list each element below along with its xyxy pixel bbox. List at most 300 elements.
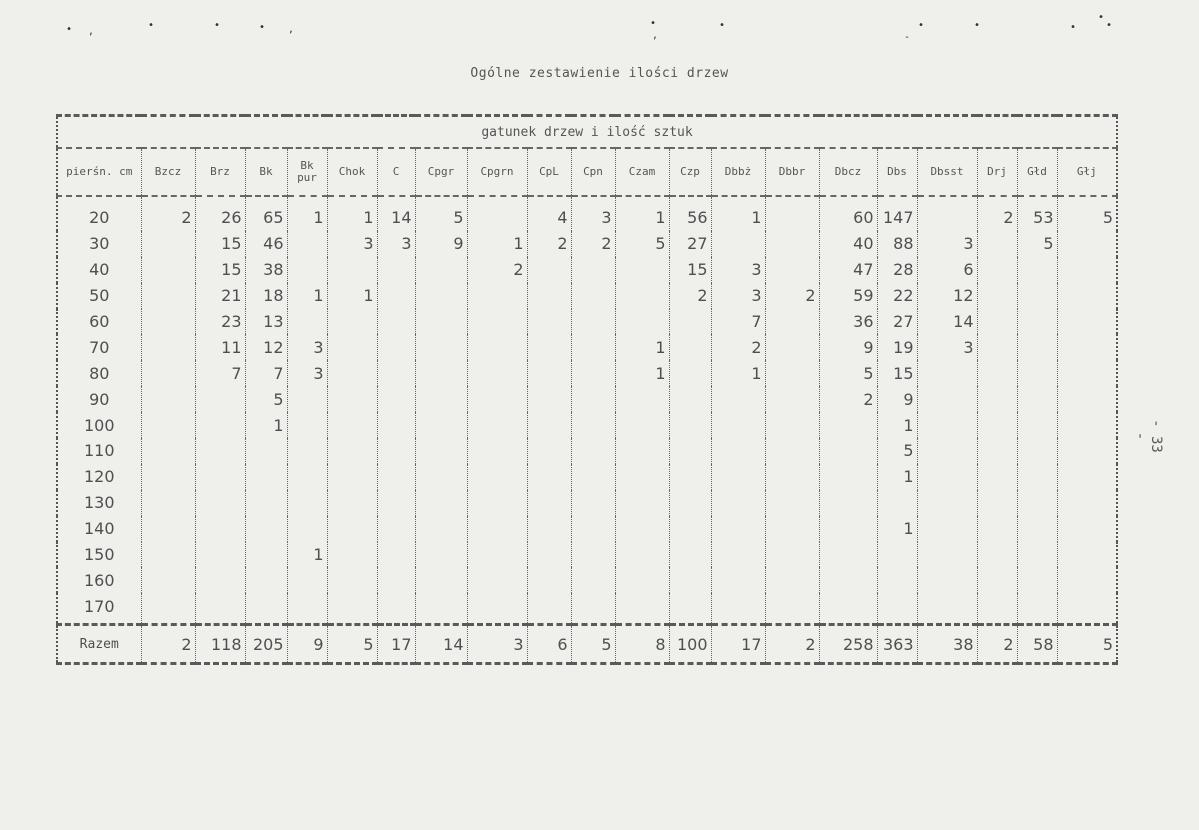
count-cell (527, 283, 571, 309)
count-cell: 147 (877, 196, 917, 231)
count-cell (977, 360, 1017, 386)
table-row (57, 196, 1117, 231)
total-row (57, 625, 1117, 664)
count-cell (377, 490, 415, 516)
count-cell (615, 516, 669, 542)
total-cell: 100 (669, 625, 711, 664)
count-cell (287, 386, 327, 412)
count-cell: 14 (917, 309, 977, 335)
count-cell (141, 412, 195, 438)
count-cell (287, 516, 327, 542)
count-cell: 59 (819, 283, 877, 309)
count-cell (415, 516, 467, 542)
count-cell (917, 516, 977, 542)
count-cell (819, 593, 877, 624)
count-cell (765, 386, 819, 412)
count-cell (415, 464, 467, 490)
count-cell: 36 (819, 309, 877, 335)
species-header: Cpgr (415, 148, 467, 196)
total-cell: 5 (327, 625, 377, 664)
table-row (57, 231, 1117, 257)
total-cell: 9 (287, 625, 327, 664)
count-cell: 27 (669, 231, 711, 257)
count-cell: 2 (141, 196, 195, 231)
count-cell (467, 542, 527, 568)
count-cell: 18 (245, 283, 287, 309)
total-cell: 205 (245, 625, 287, 664)
count-cell (1017, 386, 1057, 412)
diameter-cell: 20 (57, 196, 141, 231)
count-cell (327, 360, 377, 386)
count-cell (327, 516, 377, 542)
count-cell (327, 567, 377, 593)
count-cell (711, 464, 765, 490)
count-cell (141, 231, 195, 257)
count-cell (377, 438, 415, 464)
diameter-header: pierśn. cm (57, 148, 141, 196)
count-cell (917, 464, 977, 490)
count-cell (765, 567, 819, 593)
count-cell (1017, 516, 1057, 542)
species-header: Cpn (571, 148, 615, 196)
count-cell (977, 257, 1017, 283)
count-cell (415, 386, 467, 412)
count-cell (1017, 334, 1057, 360)
count-cell (1057, 386, 1117, 412)
count-cell (711, 593, 765, 624)
count-cell (245, 490, 287, 516)
count-cell: 9 (877, 386, 917, 412)
diameter-cell: 130 (57, 490, 141, 516)
count-cell: 5 (819, 360, 877, 386)
count-cell (327, 309, 377, 335)
species-header: Czam (615, 148, 669, 196)
count-cell (141, 490, 195, 516)
count-cell (819, 567, 877, 593)
count-cell: 2 (711, 334, 765, 360)
count-cell: 1 (287, 283, 327, 309)
count-cell (669, 309, 711, 335)
count-cell (1057, 542, 1117, 568)
count-cell (917, 412, 977, 438)
count-cell (415, 309, 467, 335)
diameter-cell: 170 (57, 593, 141, 624)
count-cell (711, 542, 765, 568)
count-cell (527, 593, 571, 624)
count-cell (141, 593, 195, 624)
total-cell: 363 (877, 625, 917, 664)
count-cell (415, 490, 467, 516)
count-cell (415, 257, 467, 283)
count-cell (1017, 309, 1057, 335)
total-cell: 118 (195, 625, 245, 664)
count-cell (571, 360, 615, 386)
total-cell: 17 (377, 625, 415, 664)
count-cell (141, 309, 195, 335)
count-cell: 12 (917, 283, 977, 309)
table-row (57, 412, 1117, 438)
count-cell (917, 593, 977, 624)
count-cell (615, 593, 669, 624)
count-cell (669, 464, 711, 490)
species-header: Bk pur (287, 148, 327, 196)
count-cell (571, 593, 615, 624)
count-cell (977, 567, 1017, 593)
count-cell (877, 567, 917, 593)
count-cell: 3 (287, 360, 327, 386)
count-cell: 60 (819, 196, 877, 231)
count-cell: 1 (615, 334, 669, 360)
count-cell: 22 (877, 283, 917, 309)
count-cell: 26 (195, 196, 245, 231)
count-cell (615, 257, 669, 283)
count-cell (819, 438, 877, 464)
count-cell (765, 196, 819, 231)
count-cell: 1 (615, 196, 669, 231)
table-row (57, 360, 1117, 386)
count-cell (977, 231, 1017, 257)
species-header: Dbbż (711, 148, 765, 196)
count-cell (765, 464, 819, 490)
count-cell (1057, 567, 1117, 593)
count-cell (1057, 464, 1117, 490)
count-cell: 19 (877, 334, 917, 360)
count-cell: 1 (877, 516, 917, 542)
count-cell (141, 464, 195, 490)
table-row (57, 257, 1117, 283)
count-cell (415, 567, 467, 593)
count-cell (571, 257, 615, 283)
count-cell (195, 464, 245, 490)
count-cell (287, 257, 327, 283)
count-cell (1057, 334, 1117, 360)
count-cell: 3 (711, 257, 765, 283)
count-cell: 3 (571, 196, 615, 231)
table-row (57, 593, 1117, 624)
total-cell: 58 (1017, 625, 1057, 664)
count-cell (615, 386, 669, 412)
count-cell (195, 516, 245, 542)
species-header: Chok (327, 148, 377, 196)
total-cell: 3 (467, 625, 527, 664)
count-cell (527, 386, 571, 412)
species-header: Dbs (877, 148, 917, 196)
species-group-header: gatunek drzew i ilość sztuk (57, 116, 1117, 149)
count-cell (287, 438, 327, 464)
count-cell (615, 412, 669, 438)
count-cell (917, 196, 977, 231)
count-cell: 1 (467, 231, 527, 257)
count-cell (527, 542, 571, 568)
count-cell: 1 (245, 412, 287, 438)
count-cell (1017, 257, 1057, 283)
count-cell (377, 593, 415, 624)
count-cell (571, 567, 615, 593)
count-cell (245, 593, 287, 624)
count-cell (287, 567, 327, 593)
count-cell (977, 386, 1017, 412)
count-cell (327, 542, 377, 568)
count-cell (141, 386, 195, 412)
count-cell: 1 (711, 196, 765, 231)
count-cell (195, 438, 245, 464)
count-cell (977, 464, 1017, 490)
count-cell: 5 (615, 231, 669, 257)
count-cell (195, 412, 245, 438)
count-cell (415, 334, 467, 360)
count-cell (765, 438, 819, 464)
count-cell (527, 412, 571, 438)
count-cell: 5 (1017, 231, 1057, 257)
count-cell (327, 490, 377, 516)
count-cell (415, 542, 467, 568)
count-cell (977, 542, 1017, 568)
count-cell (527, 490, 571, 516)
count-cell (1017, 464, 1057, 490)
count-cell (377, 464, 415, 490)
count-cell (615, 567, 669, 593)
count-cell: 2 (669, 283, 711, 309)
count-cell: 4 (527, 196, 571, 231)
count-cell (1017, 412, 1057, 438)
count-cell (467, 386, 527, 412)
count-cell (467, 360, 527, 386)
diameter-cell: 90 (57, 386, 141, 412)
count-cell: 28 (877, 257, 917, 283)
count-cell: 3 (711, 283, 765, 309)
count-cell (669, 438, 711, 464)
count-cell (765, 334, 819, 360)
count-cell (1057, 257, 1117, 283)
total-cell: 38 (917, 625, 977, 664)
count-cell (287, 231, 327, 257)
count-cell (327, 386, 377, 412)
count-cell (571, 334, 615, 360)
count-cell: 14 (377, 196, 415, 231)
count-cell (1017, 542, 1057, 568)
count-cell (245, 542, 287, 568)
table-row (57, 334, 1117, 360)
count-cell (669, 360, 711, 386)
species-header: Brz (195, 148, 245, 196)
count-cell (415, 412, 467, 438)
count-cell (711, 438, 765, 464)
diameter-cell: 140 (57, 516, 141, 542)
count-cell (711, 516, 765, 542)
diameter-cell: 40 (57, 257, 141, 283)
count-cell: 7 (195, 360, 245, 386)
table-row (57, 386, 1117, 412)
count-cell: 88 (877, 231, 917, 257)
diameter-cell: 60 (57, 309, 141, 335)
count-cell: 1 (287, 196, 327, 231)
count-cell (917, 542, 977, 568)
count-cell (287, 464, 327, 490)
total-cell: 6 (527, 625, 571, 664)
count-cell (917, 386, 977, 412)
count-cell (571, 412, 615, 438)
species-header: CpL (527, 148, 571, 196)
count-cell (917, 490, 977, 516)
species-header: Dbcz (819, 148, 877, 196)
count-cell (669, 593, 711, 624)
count-cell (917, 567, 977, 593)
diameter-cell: 70 (57, 334, 141, 360)
count-cell: 11 (195, 334, 245, 360)
table-row (57, 309, 1117, 335)
count-cell (571, 464, 615, 490)
count-cell: 6 (917, 257, 977, 283)
count-cell (917, 438, 977, 464)
count-cell (327, 438, 377, 464)
total-cell: 2 (765, 625, 819, 664)
count-cell: 3 (377, 231, 415, 257)
count-cell (819, 412, 877, 438)
count-cell (467, 412, 527, 438)
total-cell: 2 (141, 625, 195, 664)
count-cell (765, 231, 819, 257)
count-cell: 1 (877, 412, 917, 438)
count-cell: 1 (711, 360, 765, 386)
count-cell (195, 567, 245, 593)
count-cell (615, 464, 669, 490)
count-cell (467, 283, 527, 309)
count-cell: 7 (245, 360, 287, 386)
count-cell (819, 490, 877, 516)
count-cell (527, 360, 571, 386)
count-cell (287, 490, 327, 516)
table-row (57, 567, 1117, 593)
count-cell (327, 412, 377, 438)
count-cell: 5 (877, 438, 917, 464)
count-cell: 5 (245, 386, 287, 412)
count-cell (819, 542, 877, 568)
count-cell (1057, 412, 1117, 438)
total-cell: 5 (1057, 625, 1117, 664)
page-number: - 33 - (1132, 419, 1164, 453)
count-cell (877, 542, 917, 568)
count-cell (711, 567, 765, 593)
count-cell: 15 (669, 257, 711, 283)
count-cell (527, 334, 571, 360)
count-cell (195, 490, 245, 516)
diameter-cell: 30 (57, 231, 141, 257)
count-cell (415, 283, 467, 309)
diameter-cell: 80 (57, 360, 141, 386)
count-cell (245, 464, 287, 490)
table-row (57, 283, 1117, 309)
count-cell (1017, 567, 1057, 593)
count-cell (415, 593, 467, 624)
count-cell (141, 542, 195, 568)
count-cell (669, 516, 711, 542)
count-cell (377, 257, 415, 283)
count-cell (141, 438, 195, 464)
count-cell (527, 257, 571, 283)
count-cell (765, 360, 819, 386)
count-cell (765, 412, 819, 438)
count-cell: 1 (615, 360, 669, 386)
count-cell (669, 334, 711, 360)
total-cell: 258 (819, 625, 877, 664)
count-cell (1057, 516, 1117, 542)
count-cell (245, 516, 287, 542)
count-cell (287, 593, 327, 624)
total-cell: 8 (615, 625, 669, 664)
count-cell (467, 438, 527, 464)
count-cell (571, 438, 615, 464)
count-cell (615, 309, 669, 335)
count-cell: 2 (819, 386, 877, 412)
count-cell (467, 567, 527, 593)
count-cell (467, 593, 527, 624)
count-cell (287, 412, 327, 438)
count-cell: 3 (327, 231, 377, 257)
count-cell (711, 231, 765, 257)
diameter-cell: 160 (57, 567, 141, 593)
count-cell (669, 542, 711, 568)
count-cell (615, 542, 669, 568)
species-header: C (377, 148, 415, 196)
count-cell (819, 516, 877, 542)
count-cell (1057, 283, 1117, 309)
count-cell (141, 283, 195, 309)
count-cell (571, 490, 615, 516)
count-cell (819, 464, 877, 490)
count-cell (669, 490, 711, 516)
count-cell: 1 (327, 196, 377, 231)
column-header-row (57, 148, 1117, 196)
count-cell: 40 (819, 231, 877, 257)
count-cell: 27 (877, 309, 917, 335)
count-cell (765, 309, 819, 335)
count-cell: 9 (819, 334, 877, 360)
count-cell (327, 593, 377, 624)
count-cell (467, 196, 527, 231)
count-cell (377, 334, 415, 360)
total-cell: 5 (571, 625, 615, 664)
count-cell (195, 386, 245, 412)
count-cell (977, 309, 1017, 335)
count-cell (1057, 360, 1117, 386)
table-row (57, 490, 1117, 516)
count-cell (377, 283, 415, 309)
count-cell (615, 438, 669, 464)
count-cell (527, 464, 571, 490)
count-cell (377, 360, 415, 386)
species-header: Cpgrn (467, 148, 527, 196)
count-cell (1057, 231, 1117, 257)
count-cell (917, 360, 977, 386)
count-cell (415, 438, 467, 464)
species-header: Głj (1057, 148, 1117, 196)
table-row (57, 438, 1117, 464)
count-cell (377, 542, 415, 568)
count-cell (327, 464, 377, 490)
count-cell: 23 (195, 309, 245, 335)
count-cell: 47 (819, 257, 877, 283)
count-cell (1057, 593, 1117, 624)
count-cell (615, 490, 669, 516)
count-cell: 15 (195, 257, 245, 283)
count-cell (141, 360, 195, 386)
count-cell (615, 283, 669, 309)
count-cell: 2 (571, 231, 615, 257)
count-cell: 2 (765, 283, 819, 309)
count-cell (527, 309, 571, 335)
diameter-cell: 120 (57, 464, 141, 490)
document-title: Ogólne zestawienie ilości drzew (470, 66, 729, 81)
